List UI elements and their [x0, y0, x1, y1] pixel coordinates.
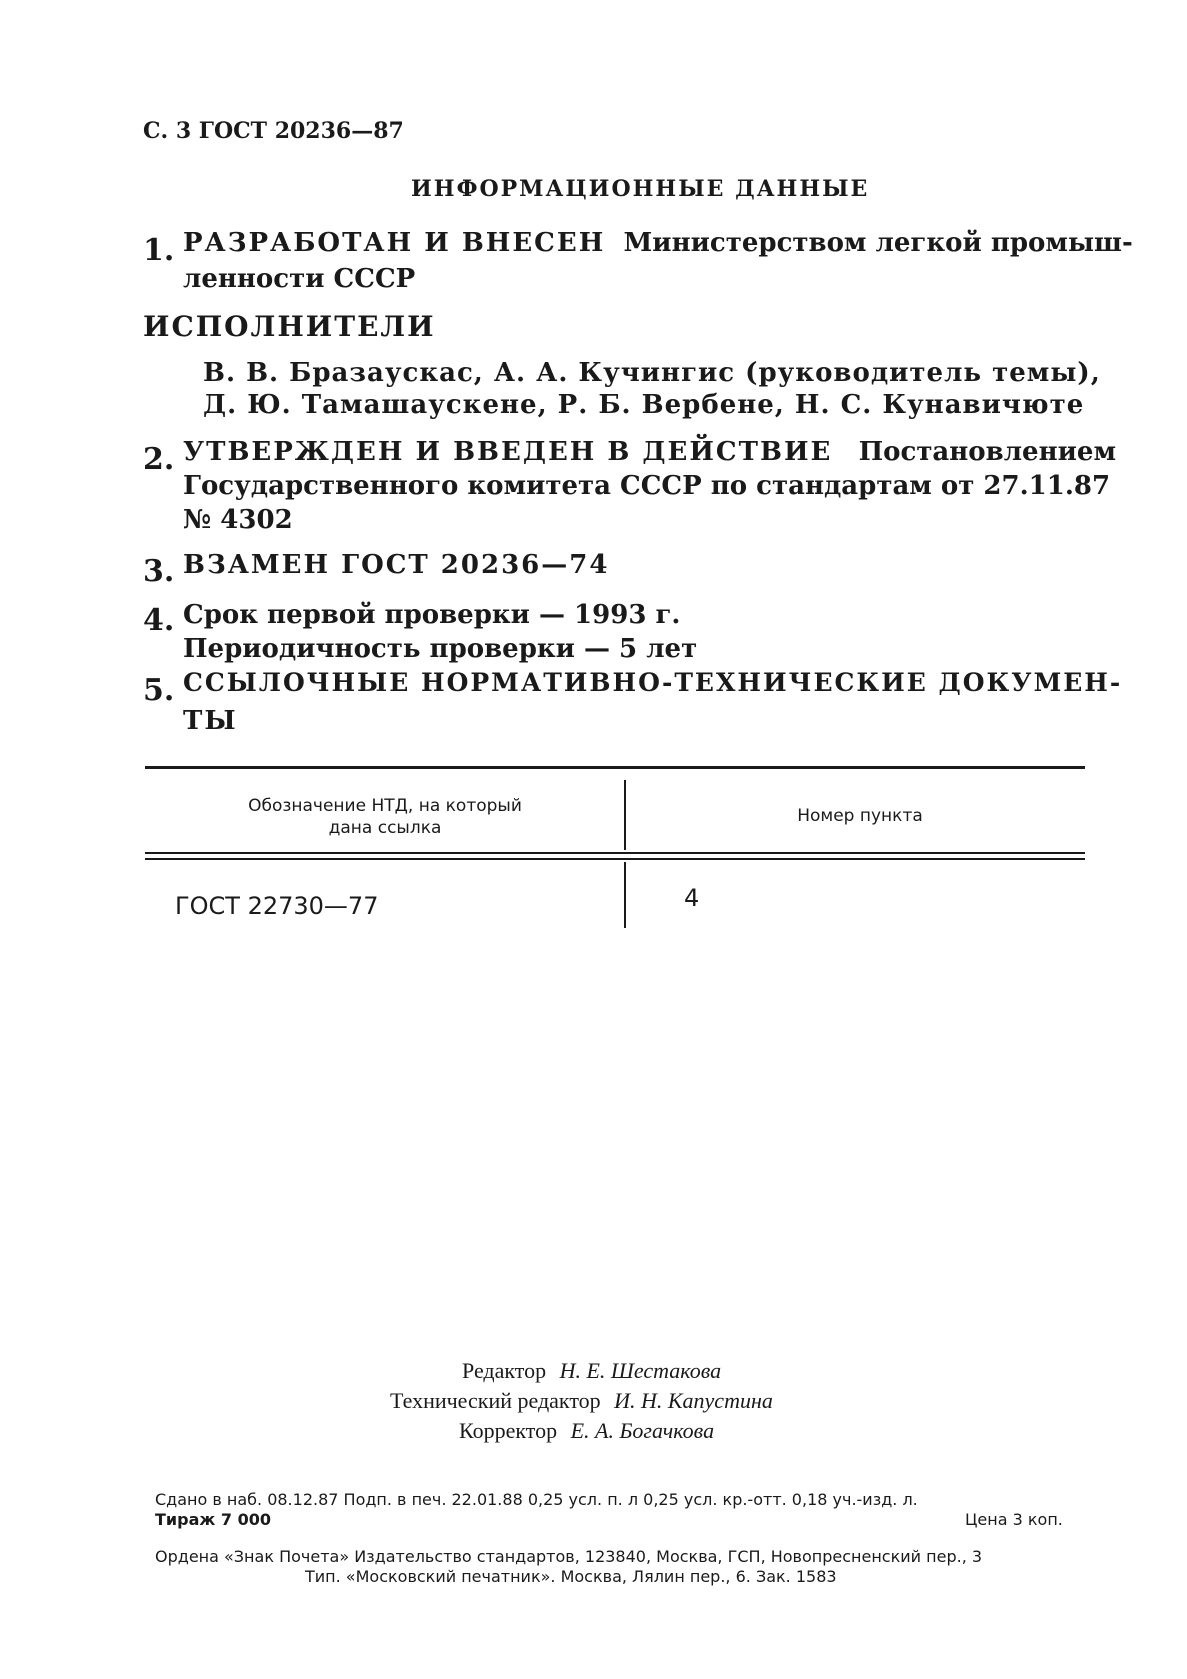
- executors-line2: Д. Ю. Тамашаускене, Р. Б. Вербене, Н. С. Кунавичюте: [203, 390, 1085, 420]
- table-header-ntd: [210, 795, 560, 839]
- table-header-rule-2: [145, 858, 1085, 860]
- item-1-line2: ленности СССР: [183, 264, 416, 294]
- table-header-item: Номер пункта: [797, 806, 923, 826]
- credit-tech-editor-label: Технический редактор: [390, 1388, 601, 1413]
- table-header-rule-1: [145, 852, 1085, 854]
- table-body-divider: [624, 862, 626, 928]
- credit-editor: [462, 1358, 721, 1384]
- item-5-number: 5.: [143, 673, 175, 708]
- imprint-line3: Ордена «Знак Почета» Издательство стандартов, 123840, Москва, ГСП, Новопресненский пер., 3: [155, 1547, 983, 1566]
- table-row-item: 4: [684, 884, 700, 912]
- table-header-ntd-line2: дана ссылка: [328, 818, 442, 838]
- credit-corrector-name: Е. А. Богачкова: [570, 1418, 715, 1443]
- table-top-rule: [145, 766, 1085, 769]
- item-2-lead: УТВЕРЖДЕН И ВВЕДЕН В ДЕЙСТВИЕ: [183, 437, 833, 467]
- item-5-line2: ТЫ: [183, 706, 238, 736]
- item-4-number: 4.: [143, 603, 175, 638]
- item-4-line2: Периодичность проверки — 5 лет: [183, 634, 698, 664]
- executors-heading: ИСПОЛНИТЕЛИ: [143, 310, 436, 343]
- imprint-line4: Тип. «Московский печатник». Москва, Лялин пер., 6. Зак. 1583: [305, 1567, 837, 1586]
- item-1-number: 1.: [143, 233, 175, 268]
- credit-tech-editor-name: И. Н. Капустина: [614, 1388, 773, 1413]
- credit-editor-name: Н. Е. Шестакова: [559, 1358, 722, 1383]
- item-2-text: Постановлением: [858, 437, 1117, 467]
- item-3-text: ВЗАМЕН ГОСТ 20236—74: [183, 550, 610, 580]
- imprint-price: Цена 3 коп.: [965, 1510, 1063, 1529]
- credit-corrector-label: Корректор: [459, 1418, 558, 1443]
- table-row-ntd: ГОСТ 22730—77: [175, 892, 379, 920]
- credit-editor-label: Редактор: [462, 1358, 547, 1383]
- credit-tech-editor: [390, 1388, 773, 1414]
- item-2-number: 2.: [143, 442, 175, 477]
- item-1-text: Министерством легкой промыш-: [623, 228, 1133, 258]
- item-1-lead: РАЗРАБОТАН И ВНЕСЕН: [183, 228, 606, 258]
- item-2-line2: Государственного комитета СССР по стандартам от 27.11.87: [183, 471, 1111, 501]
- table-header-divider: [624, 780, 626, 850]
- imprint-line1: Сдано в наб. 08.12.87 Подп. в печ. 22.01.88 0,25 усл. п. л 0,25 усл. кр.-отт. 0,18 уч.-изд. л.: [155, 1490, 918, 1509]
- item-3-number: 3.: [143, 554, 175, 589]
- credit-corrector: [459, 1418, 714, 1444]
- page-header: С. 3 ГОСТ 20236—87: [143, 118, 404, 144]
- item-1-line1: [183, 228, 1133, 258]
- item-5-line1: ССЫЛОЧНЫЕ НОРМАТИВНО-ТЕХНИЧЕСКИЕ ДОКУМЕН-: [183, 668, 1123, 697]
- item-4-line1: Срок первой проверки — 1993 г.: [183, 600, 681, 630]
- item-2-line1: [183, 437, 1116, 467]
- executors-line1: В. В. Бразаускас, А. А. Кучингис (руководитель темы),: [203, 358, 1101, 388]
- imprint-print-run: Тираж 7 000: [155, 1510, 271, 1529]
- item-2-line3: № 4302: [183, 505, 293, 535]
- table-header-ntd-line1: Обозначение НТД, на который: [248, 796, 522, 816]
- page-title: ИНФОРМАЦИОННЫЕ ДАННЫЕ: [411, 176, 870, 202]
